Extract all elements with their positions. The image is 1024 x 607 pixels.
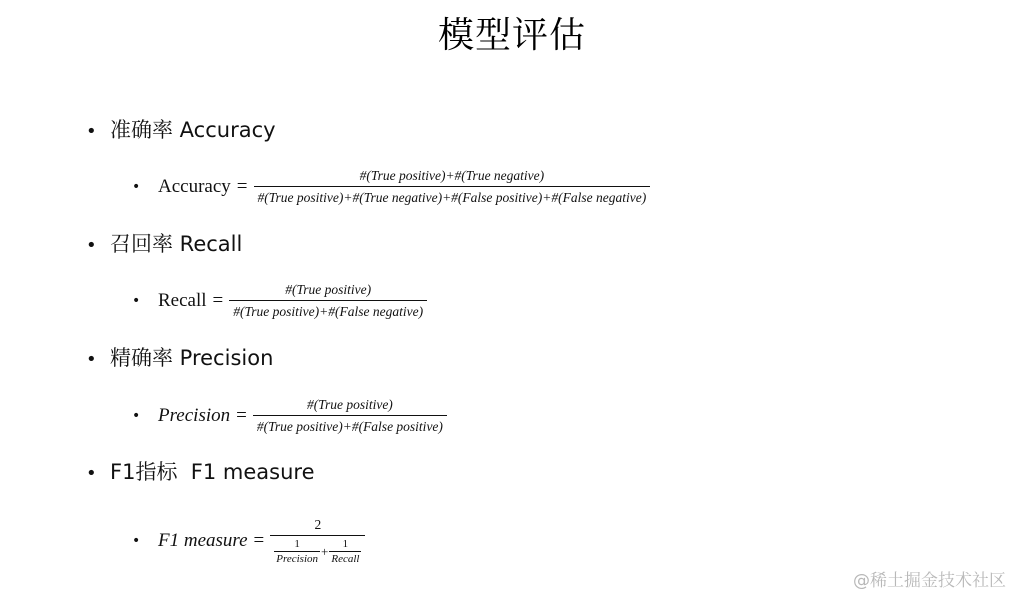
inner-fraction-precision [274, 538, 320, 565]
bullet-dot: • [86, 349, 97, 370]
formula-recall [132, 281, 427, 320]
sub-bullet-dot: • [132, 532, 141, 549]
sub-bullet-dot: • [132, 292, 141, 309]
denominator-recall: #(True positive)+#(False negative) [229, 300, 427, 320]
numerator-recall: #(True positive) [285, 282, 372, 297]
watermark: @稀土掘金技术社区 [853, 571, 1006, 591]
denominator-precision: #(True positive)+#(False positive) [253, 415, 447, 435]
bullet-dot: • [86, 463, 97, 484]
sub-bullet-dot: • [132, 178, 141, 195]
numerator-f1: 2 [314, 517, 322, 532]
formula-lhs-precision: Precision [158, 404, 231, 426]
bullet-dot: • [86, 235, 97, 256]
bullet-f1 [86, 458, 315, 488]
fraction-f1 [270, 516, 365, 565]
sub-bullet-dot: • [132, 407, 141, 424]
heading-recall: 召回率 Recall [110, 232, 243, 256]
formula-lhs-f1: F1 measure [158, 529, 248, 551]
formula-lhs-accuracy: Accuracy [158, 175, 231, 197]
heading-precision: 精确率 Precision [110, 346, 274, 370]
fraction-precision [253, 396, 447, 435]
bullet-dot: • [86, 121, 97, 142]
plus-sign: + [321, 544, 329, 559]
fraction-accuracy [254, 167, 651, 206]
numerator-precision: #(True positive) [306, 397, 393, 412]
inner-numerator: 1 [342, 538, 349, 550]
inner-fraction-recall [329, 538, 361, 565]
equals-sign: = [212, 289, 224, 311]
formula-precision [132, 396, 447, 435]
equals-sign: = [236, 175, 248, 197]
inner-denominator: Precision [276, 553, 318, 565]
fraction-recall [229, 281, 427, 320]
numerator-accuracy: #(True positive)+#(True negative) [359, 168, 545, 183]
heading-f1: F1指标 F1 measure [110, 460, 315, 484]
slide-title: 模型评估 [437, 15, 586, 56]
equals-sign: = [236, 404, 247, 426]
inner-denominator: Recall [331, 553, 360, 565]
inner-numerator: 1 [294, 538, 300, 550]
denominator-f1 [270, 535, 365, 565]
formula-accuracy [132, 167, 650, 206]
bullet-recall [86, 230, 242, 260]
bullet-precision [86, 344, 273, 374]
denominator-accuracy: #(True positive)+#(True negative)+#(False positive)+#(False negative) [254, 186, 651, 206]
formula-lhs-recall: Recall [158, 289, 207, 311]
formula-f1 [132, 516, 365, 565]
equals-sign: = [253, 529, 265, 551]
bullet-accuracy [86, 116, 276, 146]
heading-accuracy: 准确率 Accuracy [110, 118, 276, 142]
